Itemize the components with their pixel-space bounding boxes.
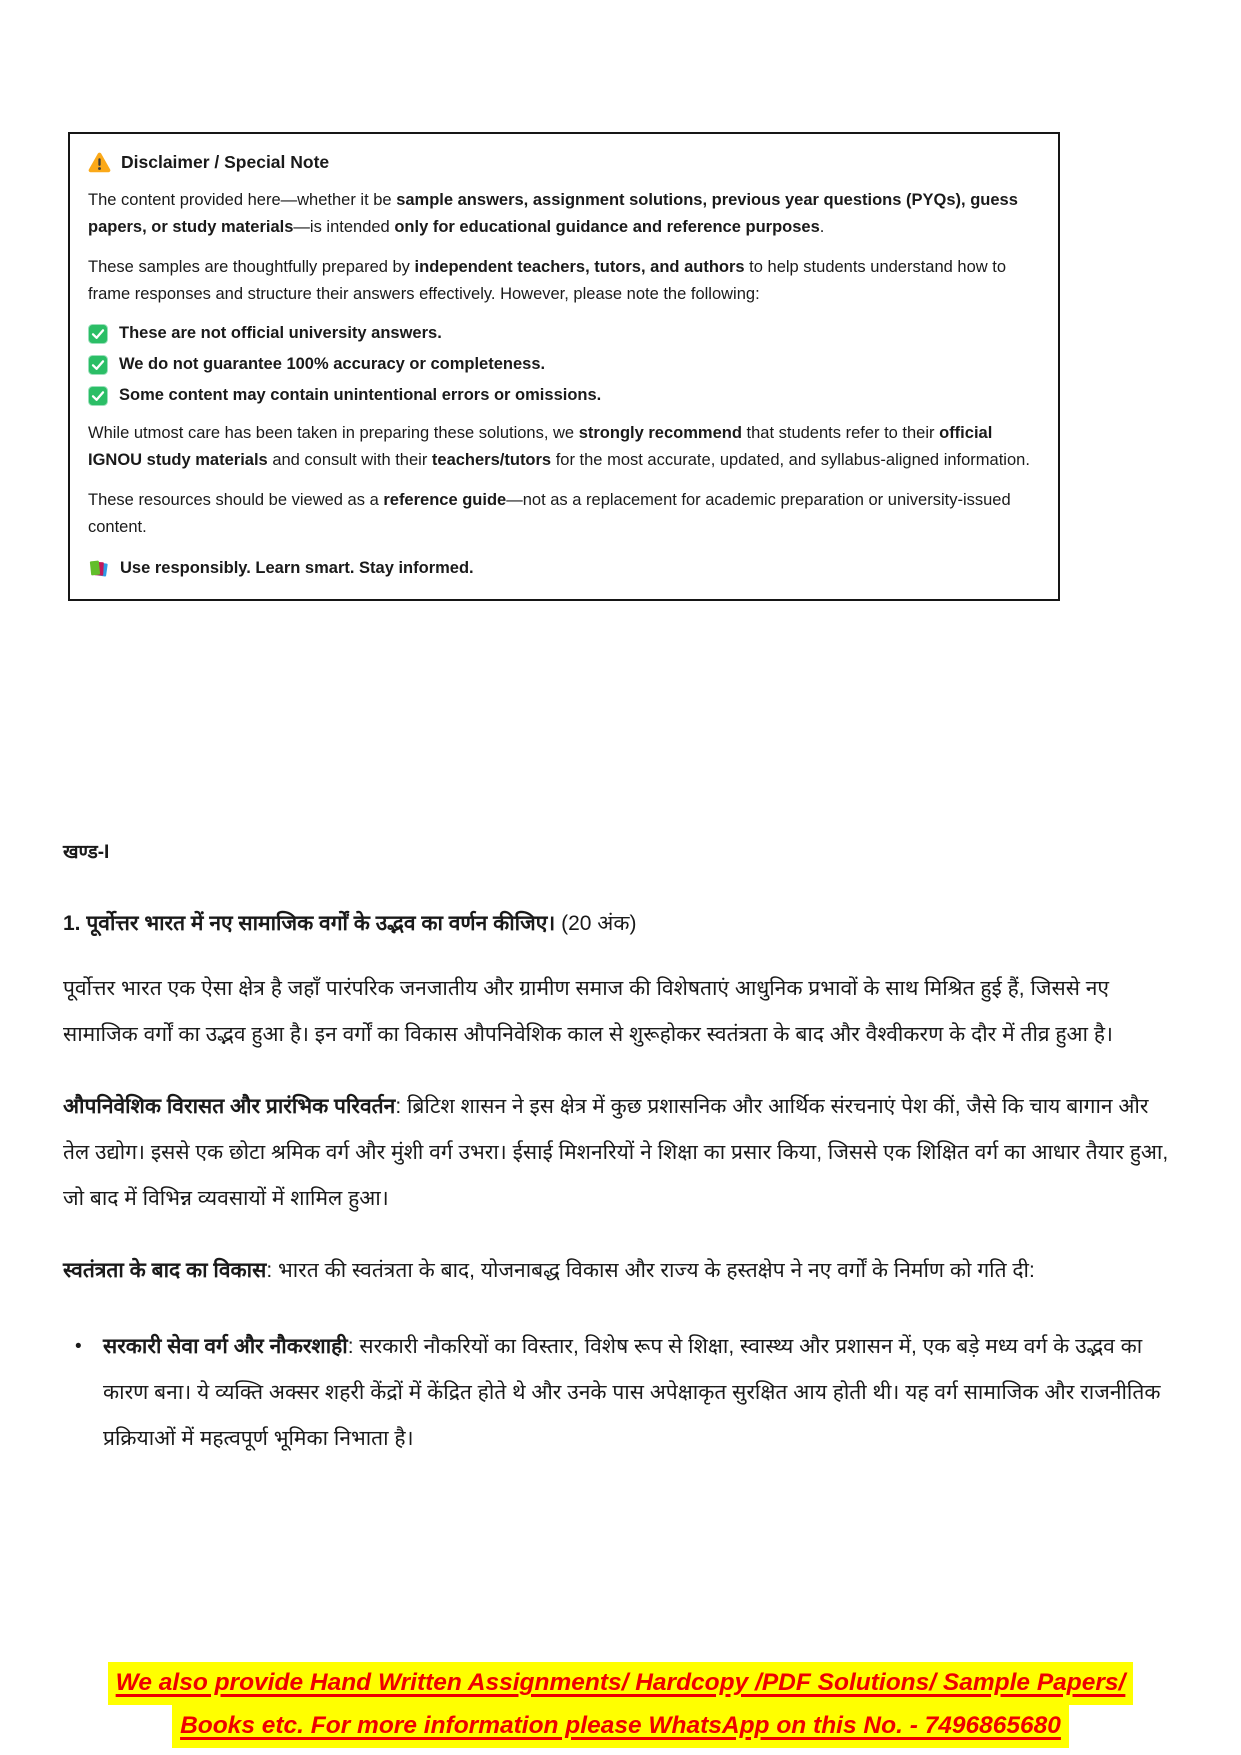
answer-bullet-item: • सरकारी सेवा वर्ग और नौकरशाही: सरकारी नौकरियों का विस्तार, विशेष रूप से शिक्षा, स्वास्थ्य और प्रशासन में, एक बड़े मध्य वर्ग के उद्भव का कारण बना। ये व्यक्ति अक्सर शहरी केंद्रों में केंद्रित होते थे और उनके पास अपेक्षाकृत सुरक्षित आय होती थी। यह वर्ग सामाजिक और राजनीतिक प्रक्रियाओं में महत्वपूर्ण भूमिका निभाता है। <box>63 1324 1179 1462</box>
checklist-item <box>88 386 1038 406</box>
promo-footer <box>0 1662 1241 1748</box>
disclaimer-paragraph-4: These resources should be viewed as a reference guide—not as a replacement for academic preparation or university-issued content. <box>88 491 1011 537</box>
promo-line-2-wrap <box>0 1705 1241 1748</box>
use-responsibly-text: Use responsibly. Learn smart. Stay informed. <box>120 559 474 578</box>
disclaimer-paragraph-3: While utmost care has been taken in preparing these solutions, we strongly recommend that students refer to their official IGNOU study materials and consult with their teachers/tutors for the most accurate, updated, and syllabus-aligned information. <box>88 423 1030 469</box>
disclaimer-box <box>68 132 1060 601</box>
section-label: खण्ड-I <box>63 842 110 863</box>
checklist-item <box>88 355 1038 375</box>
checklist-item-text: We do not guarantee 100% accuracy or completeness. <box>119 355 546 374</box>
answer-paragraph-1: पूर्वोत्तर भारत एक ऐसा क्षेत्र है जहाँ पारंपरिक जनजातीय और ग्रामीण समाज की विशेषताएं आधुनिक प्रभावों के साथ मिश्रित हुई हैं, जिससे नए सामाजिक वर्गों का उद्भव हुआ है। इन वर्गों का विकास औपनिवेशिक काल से शुरूहोकर स्वतंत्रता के बाद और वैश्वीकरण के दौर में तीव्र हुआ है। <box>63 976 1113 1046</box>
check-icon <box>88 386 108 406</box>
disclaimer-title: Disclaimer / Special Note <box>121 152 330 172</box>
answer-section <box>63 838 1179 1462</box>
warning-icon <box>88 152 111 173</box>
use-responsibly-row <box>88 559 1038 579</box>
disclaimer-title-row <box>88 152 1038 173</box>
checklist-item-text: These are not official university answers. <box>119 324 442 343</box>
disclaimer-checklist <box>88 324 1038 406</box>
answer-bullet-list <box>63 1324 1179 1462</box>
checklist-item <box>88 324 1038 344</box>
question-heading <box>63 908 1179 940</box>
disclaimer-paragraph-1: The content provided here—whether it be sample answers, assignment solutions, previous year questions (PYQs), guess papers, or study materials—is intended only for educational guidance and reference purposes. <box>88 191 1018 236</box>
checklist-item-text: Some content may contain unintentional errors or omissions. <box>119 386 602 405</box>
promo-line-1-wrap <box>0 1662 1241 1705</box>
answer-paragraph-2: औपनिवेशिक विरासत और प्रारंभिक परिवर्तन: ब्रिटिश शासन ने इस क्षेत्र में कुछ प्रशासनिक और आर्थिक संरचनाएं पेश कीं, जैसे कि चाय बागान और तेल उद्योग। इससे एक छोटा श्रमिक वर्ग और मुंशी वर्ग उभरा। ईसाई मिशनरियों ने शिक्षा का प्रसार किया, जिससे एक शिक्षित वर्ग का आधार तैयार हुआ, जो बाद में विभिन्न व्यवसायों में शामिल हुआ। <box>63 1094 1169 1210</box>
promo-line-1: We also provide Hand Written Assignments/ Hardcopy /PDF Solutions/ Sample Papers/ <box>108 1662 1134 1705</box>
check-icon <box>88 324 108 344</box>
check-icon <box>88 355 108 375</box>
promo-line-2: Books etc. For more information please WhatsApp on this No. - 7496865680 <box>172 1705 1069 1748</box>
answer-paragraph-3: स्वतंत्रता के बाद का विकास: भारत की स्वतंत्रता के बाद, योजनाबद्ध विकास और राज्य के हस्तक्षेप ने नए वर्गों के निर्माण को गति दी: <box>63 1258 1035 1282</box>
disclaimer-paragraph-2: These samples are thoughtfully prepared by independent teachers, tutors, and authors to help students understand how to frame responses and structure their answers effectively. However, please note the following: <box>88 258 1007 304</box>
books-icon <box>88 559 110 579</box>
question-text: 1. पूर्वोत्तर भारत में नए सामाजिक वर्गों के उद्भव का वर्णन कीजिए। <box>63 912 556 935</box>
question-marks: (20 अंक) <box>561 912 637 935</box>
